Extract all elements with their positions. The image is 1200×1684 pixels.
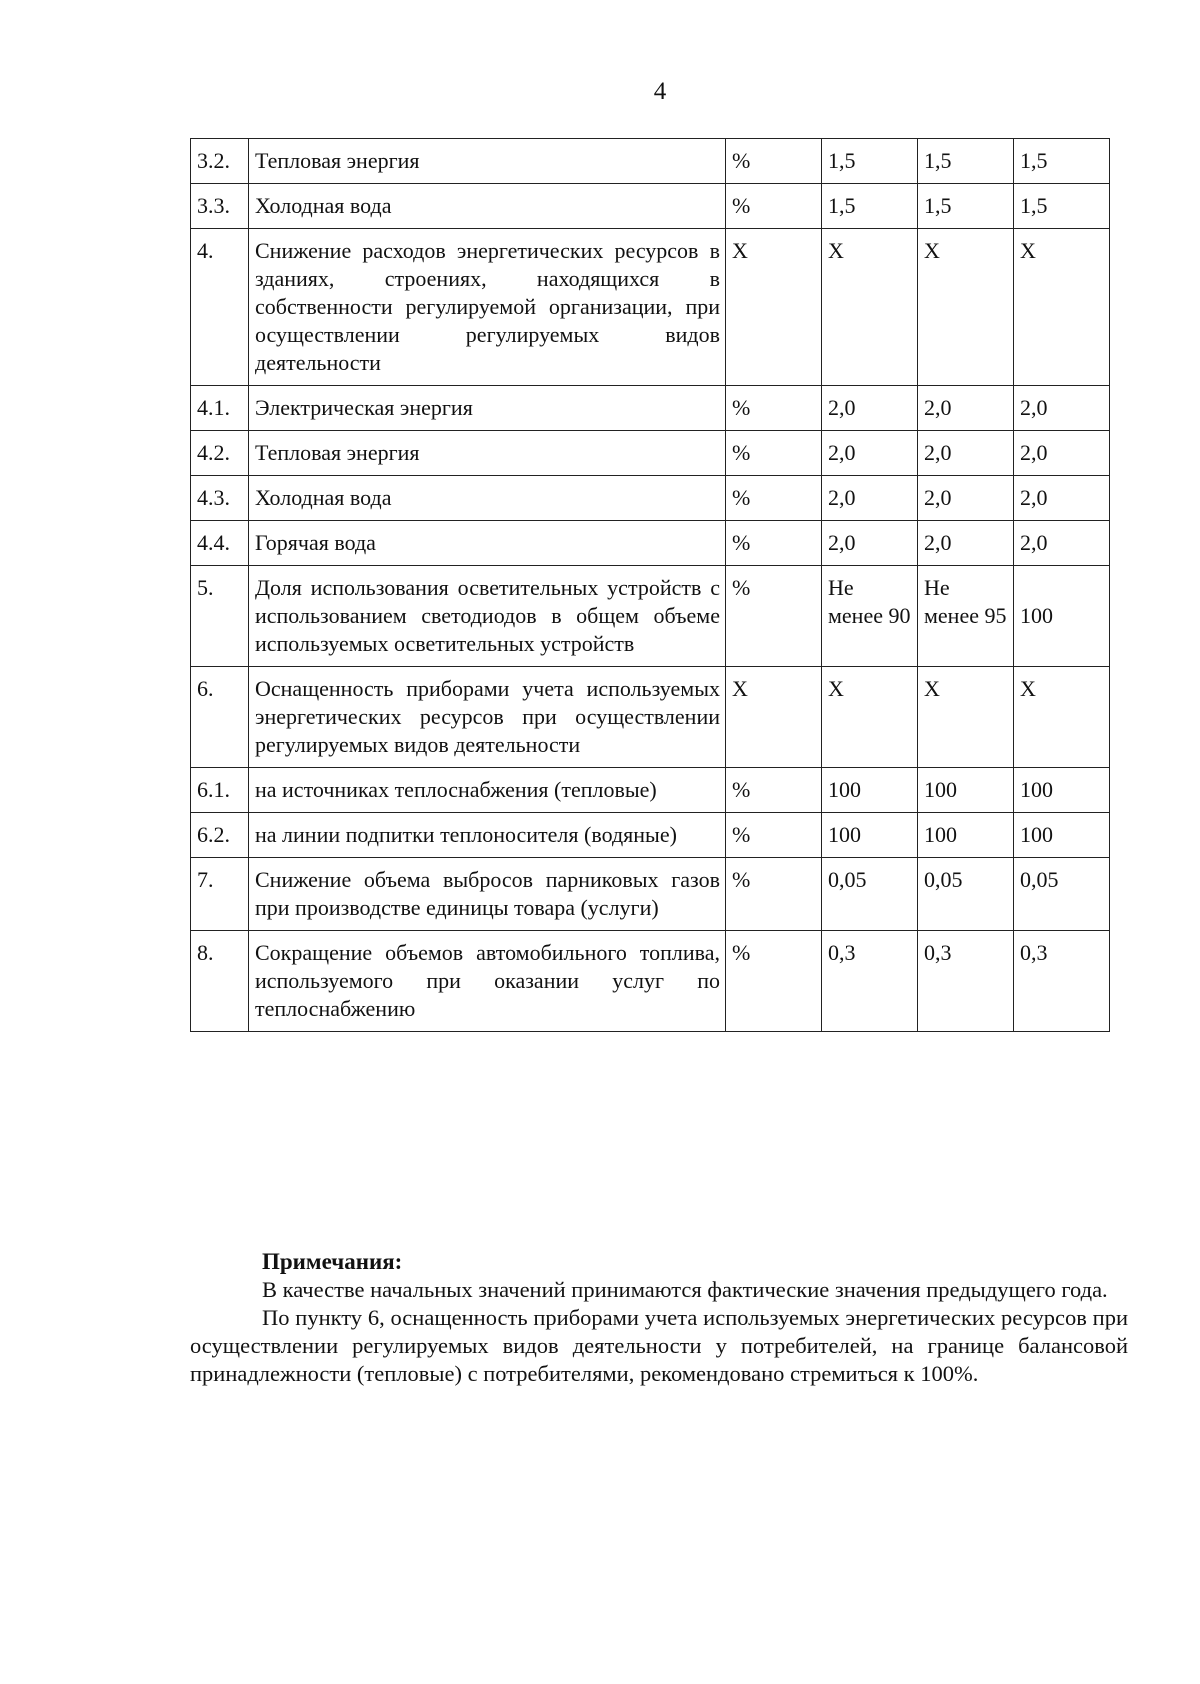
table-row <box>191 667 1110 768</box>
table-row <box>191 813 1110 858</box>
table-row <box>191 931 1110 1032</box>
table-row <box>191 184 1110 229</box>
row-name: Холодная вода <box>249 184 726 229</box>
table-row <box>191 768 1110 813</box>
row-number: 6.2. <box>191 813 249 858</box>
row-value-3: 1,5 <box>1014 184 1110 229</box>
row-number: 4.3. <box>191 476 249 521</box>
table-row <box>191 476 1110 521</box>
row-name: Тепловая энергия <box>249 431 726 476</box>
row-unit: % <box>726 139 822 184</box>
row-value-2: 0,3 <box>918 931 1014 1032</box>
row-value-2: 2,0 <box>918 386 1014 431</box>
row-name: Сокращение объемов автомобильного топлива, используемого при оказании услуг по теплоснабжению <box>249 931 726 1032</box>
row-unit: % <box>726 386 822 431</box>
row-number: 8. <box>191 931 249 1032</box>
table-row <box>191 139 1110 184</box>
row-value-3: 2,0 <box>1014 476 1110 521</box>
row-value-2: 2,0 <box>918 476 1014 521</box>
row-value-1: 100 <box>822 768 918 813</box>
row-unit: % <box>726 931 822 1032</box>
row-value-3: 2,0 <box>1014 431 1110 476</box>
table-row <box>191 566 1110 667</box>
row-name: Холодная вода <box>249 476 726 521</box>
row-value-2: Не менее 95 <box>918 566 1014 667</box>
row-value-3: 2,0 <box>1014 386 1110 431</box>
row-value-3: Х <box>1014 229 1110 386</box>
row-value-1: 2,0 <box>822 386 918 431</box>
row-number: 3.3. <box>191 184 249 229</box>
table-row <box>191 521 1110 566</box>
row-value-1: Х <box>822 229 918 386</box>
row-number: 5. <box>191 566 249 667</box>
row-value-3: 100 <box>1014 566 1110 667</box>
row-name: Тепловая энергия <box>249 139 726 184</box>
row-name: на линии подпитки теплоносителя (водяные) <box>249 813 726 858</box>
row-value-1: 0,3 <box>822 931 918 1032</box>
row-name: Оснащенность приборами учета используемых энергетических ресурсов при осуществлении регулируемых видов деятельности <box>249 667 726 768</box>
table-body <box>191 139 1110 1032</box>
row-unit: % <box>726 566 822 667</box>
row-value-3: 0,3 <box>1014 931 1110 1032</box>
row-value-2: 100 <box>918 813 1014 858</box>
row-unit: % <box>726 858 822 931</box>
row-number: 3.2. <box>191 139 249 184</box>
row-value-1: 2,0 <box>822 431 918 476</box>
row-value-3: Х <box>1014 667 1110 768</box>
row-name: Снижение расходов энергетических ресурсов в зданиях, строениях, находящихся в собственности регулируемой организации, при осуществлении регулируемых видов деятельности <box>249 229 726 386</box>
row-number: 6.1. <box>191 768 249 813</box>
indicators-table <box>190 138 1110 1032</box>
row-unit: Х <box>726 667 822 768</box>
row-name: Горячая вода <box>249 521 726 566</box>
row-value-3: 0,05 <box>1014 858 1110 931</box>
row-unit: % <box>726 521 822 566</box>
row-value-1: 2,0 <box>822 521 918 566</box>
notes-title: Примечания: <box>262 1249 403 1274</box>
page-number: 4 <box>653 78 667 105</box>
row-value-2: 2,0 <box>918 431 1014 476</box>
row-name: Снижение объема выбросов парниковых газов при производстве единицы товара (услуги) <box>249 858 726 931</box>
row-number: 6. <box>191 667 249 768</box>
row-number: 7. <box>191 858 249 931</box>
row-value-3: 100 <box>1014 813 1110 858</box>
row-unit: Х <box>726 229 822 386</box>
row-value-3: 1,5 <box>1014 139 1110 184</box>
row-value-2: Х <box>918 229 1014 386</box>
row-name: Электрическая энергия <box>249 386 726 431</box>
notes-section <box>190 1248 1128 1388</box>
row-value-1: Х <box>822 667 918 768</box>
table-row <box>191 386 1110 431</box>
row-value-2: 0,05 <box>918 858 1014 931</box>
row-name: Доля использования осветительных устройств с использованием светодиодов в общем объеме используемых осветительных устройств <box>249 566 726 667</box>
row-number: 4.1. <box>191 386 249 431</box>
row-value-1: Не менее 90 <box>822 566 918 667</box>
row-value-3: 100 <box>1014 768 1110 813</box>
row-unit: % <box>726 431 822 476</box>
notes-paragraph: По пункту 6, оснащенность приборами учета используемых энергетических ресурсов при осуществлении регулируемых видов деятельности у потребителей, на границе балансовой принадлежности (тепловые) с потребителями, рекомендовано стремиться к 100%. <box>190 1305 1128 1386</box>
row-number: 4.2. <box>191 431 249 476</box>
table-row <box>191 431 1110 476</box>
row-value-2: 2,0 <box>918 521 1014 566</box>
row-number: 4. <box>191 229 249 386</box>
row-value-2: 100 <box>918 768 1014 813</box>
row-value-2: Х <box>918 667 1014 768</box>
row-value-1: 100 <box>822 813 918 858</box>
row-unit: % <box>726 768 822 813</box>
notes-paragraph: В качестве начальных значений принимаются фактические значения предыдущего года. <box>262 1277 1108 1302</box>
row-value-1: 1,5 <box>822 184 918 229</box>
row-value-1: 0,05 <box>822 858 918 931</box>
row-value-1: 2,0 <box>822 476 918 521</box>
row-unit: % <box>726 813 822 858</box>
table-row <box>191 229 1110 386</box>
row-name: на источниках теплоснабжения (тепловые) <box>249 768 726 813</box>
row-number: 4.4. <box>191 521 249 566</box>
row-value-2: 1,5 <box>918 184 1014 229</box>
row-value-2: 1,5 <box>918 139 1014 184</box>
row-value-3: 2,0 <box>1014 521 1110 566</box>
table-row <box>191 858 1110 931</box>
row-value-1: 1,5 <box>822 139 918 184</box>
row-unit: % <box>726 476 822 521</box>
row-unit: % <box>726 184 822 229</box>
